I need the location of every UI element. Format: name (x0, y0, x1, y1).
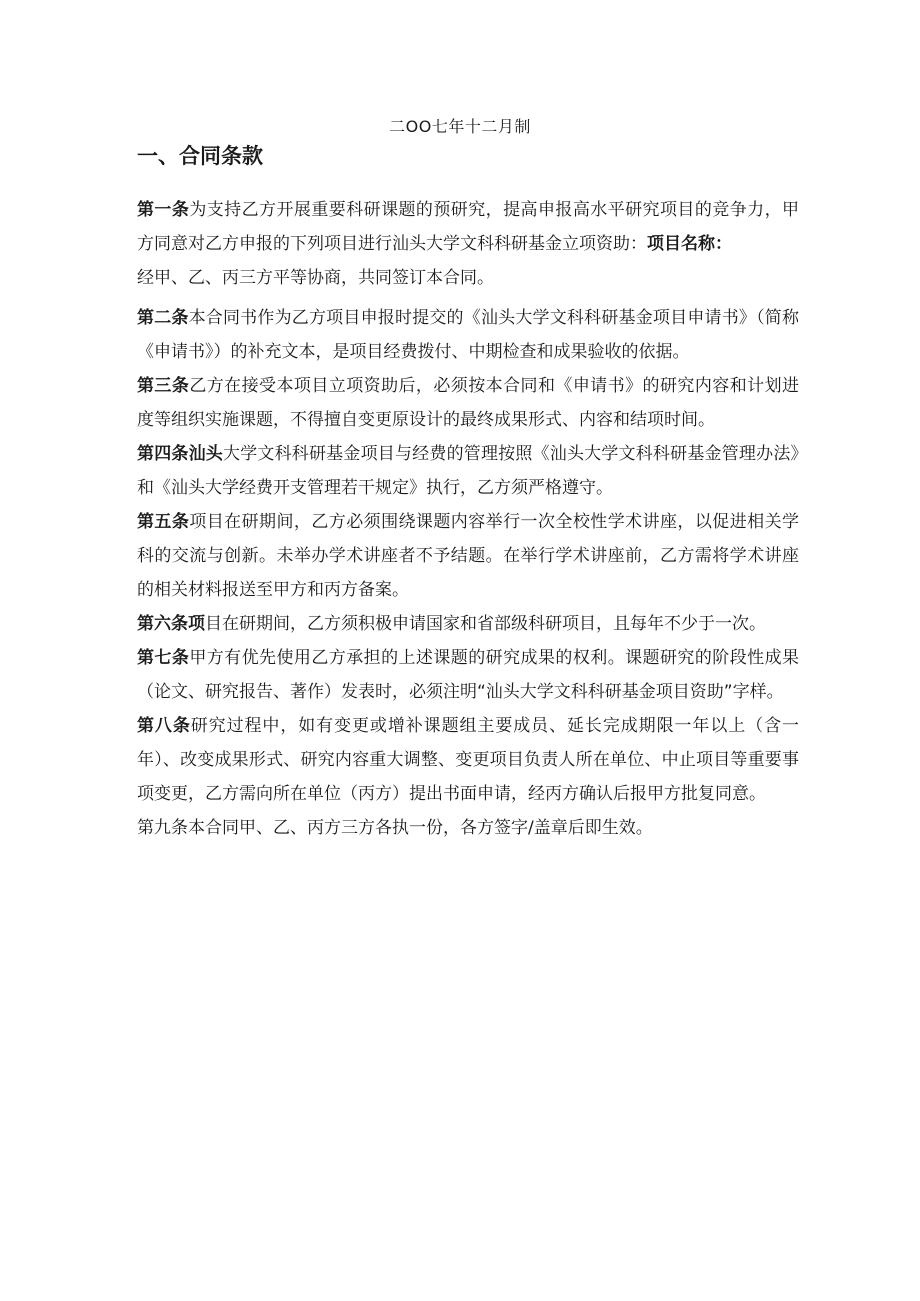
article-label: 第一条 (137, 200, 190, 220)
article-label: 第八条 (137, 716, 191, 736)
project-name-label: 项目名称： (647, 234, 732, 254)
article-9 (137, 811, 799, 845)
date-line: 二OO七年十二月制 (389, 117, 531, 136)
article-text: 研究过程中，如有变更或增补课题组主要成员、延长完成期限一年以上（含一年）、改变成果形式、研究内容重大调整、变更项目负责人所在单位、中止项目等重要事项变更，乙方需向所在单位（丙方）提出书面申请，经丙方确认后报甲方批复同意。 (137, 716, 799, 804)
article-text: 项目在研期间，乙方必须围绕课题内容举行一次全校性学术讲座，以促进相关学科的交流与创新。未举办学术讲座者不予结题。在举行学术讲座前，乙方需将学术讲座的相关材料报送至甲方和丙方备案。 (137, 512, 800, 600)
section-heading: 一、合同条款 (137, 144, 263, 168)
article-3 (137, 369, 799, 437)
article-4 (137, 437, 799, 505)
article-7 (137, 641, 799, 709)
article-text: 乙方在接受本项目立项资助后，必须按本合同和《申请书》的研究内容和计划进度等组织实施课题，不得擅自变更原设计的最终成果形式、内容和结项时间。 (137, 376, 800, 430)
contract-articles (137, 193, 799, 845)
article-1 (137, 193, 799, 261)
article-text: 目在研期间，乙方须积极申请国家和省部级科研项目，且每年不少于一次。 (205, 614, 766, 634)
article-text: 甲方有优先使用乙方承担的上述课题的研究成果的权利。课题研究的阶段性成果（论文、研究报告、著作）发表时，必须注明“汕头大学文科科研基金项目资助”字样。 (137, 648, 800, 702)
article-label: 第六条项 (137, 614, 205, 634)
agreement-statement (137, 261, 799, 295)
article-text: 经甲、乙、丙三方平等协商，共同签订本合同。 (137, 268, 494, 288)
article-text: 为支持乙方开展重要科研课题的预研究，提高申报高水平研究项目的竞争力，甲方同意对乙方申报的下列项目进行汕头大学文科科研基金立项资助： (137, 200, 800, 254)
article-8 (137, 709, 799, 811)
article-label: 第七条 (137, 648, 190, 668)
article-label: 第五条 (137, 512, 190, 532)
article-label: 第四条汕头 (137, 444, 223, 464)
article-2 (137, 301, 799, 369)
article-text: 大学文科科研基金项目与经费的管理按照《汕头大学文科科研基金管理办法》和《汕头大学经费开支管理若干规定》执行，乙方须严格遵守。 (137, 444, 800, 498)
article-label: 第九条 (137, 818, 188, 838)
article-label: 第二条 (137, 308, 189, 328)
article-6 (137, 607, 799, 641)
article-5 (137, 505, 799, 607)
article-text: 本合同书作为乙方项目申报时提交的《汕头大学文科科研基金项目申请书》（简称《申请书》）的补充文本，是项目经费拨付、中期检查和成果验收的依据。 (137, 308, 799, 362)
article-text: 本合同甲、乙、丙方三方各执一份，各方签字/盖章后即生效。 (188, 818, 653, 838)
article-label: 第三条 (137, 376, 190, 396)
